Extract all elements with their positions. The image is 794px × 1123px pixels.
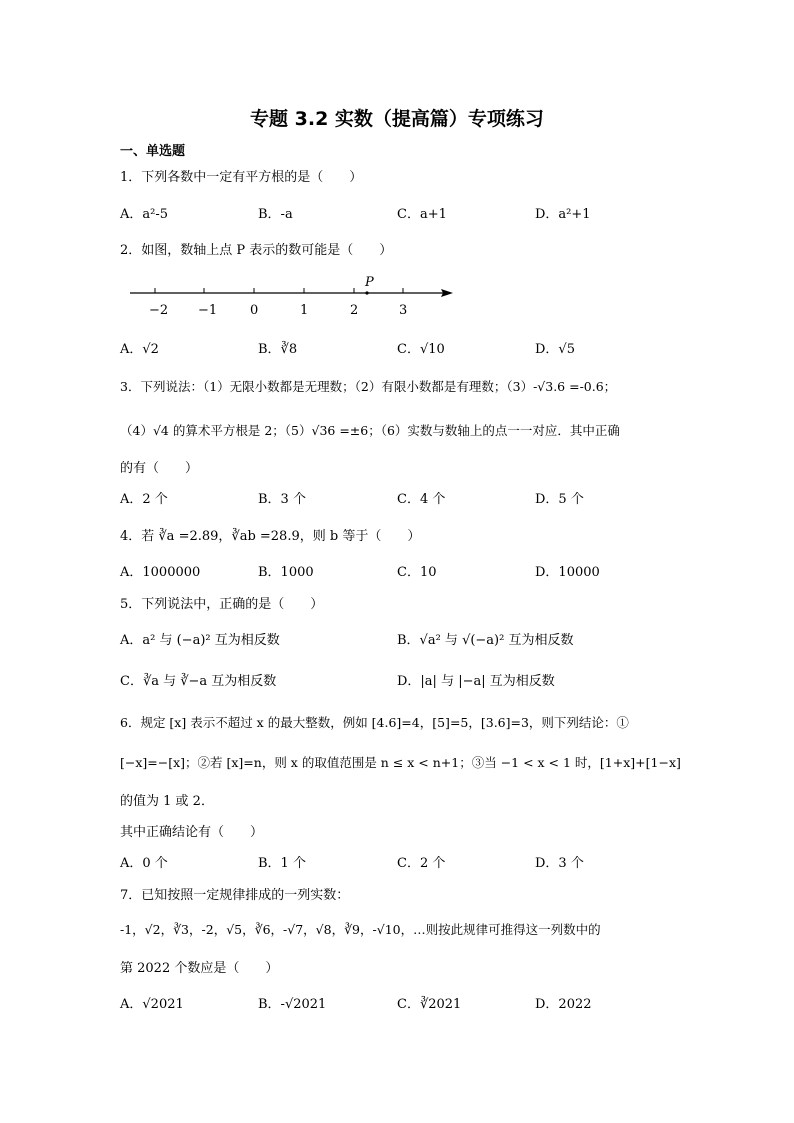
tick-label: 2 — [350, 303, 359, 318]
q3-option-a[interactable]: A．2 个 — [120, 492, 168, 507]
tick-label: −1 — [198, 303, 218, 318]
q5-option-b[interactable]: B．√a² 与 √(−a)² 互为相反数 — [397, 633, 574, 648]
q1-option-a[interactable]: A．a²-5 — [120, 207, 169, 222]
q5-option-d[interactable]: D．|a| 与 |−a| 互为相反数 — [397, 674, 555, 689]
q6-option-d[interactable]: D．3 个 — [535, 856, 584, 871]
question-7-line-3: 第 2022 个数应是（ ） — [120, 961, 279, 976]
q7-option-b[interactable]: B．-√2021 — [258, 997, 327, 1012]
question-7-line-2: -1，√2，∛3，-2，√5，∛6，-√7，√8，∛9，-√10，…则按此规律可推得这一列数中的 — [120, 922, 601, 937]
q6-option-a[interactable]: A．0 个 — [120, 856, 168, 871]
question-3-line-3: 的有（ ） — [120, 461, 199, 476]
q4-option-d[interactable]: D．10000 — [535, 565, 600, 580]
q2-option-c[interactable]: C．√10 — [397, 342, 445, 357]
question-6-line-1: 6．规定 [x] 表示不超过 x 的最大整数，例如 [4.6]=4，[5]=5，[3.6]=3，则下列结论：① — [120, 715, 629, 730]
q7-option-a[interactable]: A．√2021 — [120, 997, 184, 1012]
tick-label: 3 — [399, 303, 408, 318]
q7-option-c[interactable]: C．∛2021 — [397, 997, 462, 1012]
section-heading: 一、单选题 — [120, 144, 186, 159]
question-2-stem: 2．如图，数轴上点 P 表示的数可能是（ ） — [120, 243, 393, 258]
q1-option-d[interactable]: D．a²+1 — [535, 207, 591, 222]
question-3-line-1: 3．下列说法：（1）无限小数都是无理数；（2）有限小数都是有理数；（3）-√3.6 =-0.6； — [120, 379, 617, 394]
question-1-stem: 1．下列各数中一定有平方根的是（ ） — [120, 170, 363, 185]
tick-label: −2 — [149, 303, 169, 318]
question-6-line-4: 其中正确结论有（ ） — [120, 825, 264, 840]
q4-option-a[interactable]: A．1000000 — [120, 565, 201, 580]
q1-option-b[interactable]: B．-a — [258, 207, 293, 222]
point-p-label: P — [365, 275, 374, 290]
q2-option-a[interactable]: A．√2 — [120, 342, 159, 357]
question-6-line-2: [−x]=−[x]；②若 [x]=n，则 x 的取值范围是 n ≤ x < n+1；③当 −1 < x < 1 时，[1+x]+[1−x] — [120, 755, 681, 770]
page-title: 专题 3.2 实数（提高篇）专项练习 — [250, 108, 544, 130]
point-p-dot — [365, 291, 368, 294]
q6-option-b[interactable]: B．1 个 — [258, 856, 306, 871]
tick-label: 0 — [250, 303, 259, 318]
q1-option-c[interactable]: C．a+1 — [397, 207, 447, 222]
question-4-stem: 4．若 ∛a =2.89，∛ab =28.9，则 b 等于（ ） — [120, 529, 421, 544]
q5-option-a[interactable]: A．a² 与 (−a)² 互为相反数 — [120, 633, 280, 648]
q2-option-d[interactable]: D．√5 — [535, 342, 575, 357]
question-5-stem: 5．下列说法中，正确的是（ ） — [120, 597, 324, 612]
q2-option-b[interactable]: B．∛8 — [258, 342, 298, 357]
q4-option-c[interactable]: C．10 — [397, 565, 437, 580]
number-line-figure — [125, 272, 465, 322]
q4-option-b[interactable]: B．1000 — [258, 565, 314, 580]
q5-option-c[interactable]: C．∛a 与 ∛−a 互为相反数 — [120, 674, 277, 689]
q3-option-c[interactable]: C．4 个 — [397, 492, 446, 507]
q7-option-d[interactable]: D．2022 — [535, 997, 592, 1012]
question-6-line-3: 的值为 1 或 2． — [120, 794, 214, 809]
question-3-line-2: （4）√4 的算术平方根是 2；（5）√36 =±6；（6）实数与数轴上的点一一对应．其中正确 — [120, 423, 620, 438]
q3-option-d[interactable]: D．5 个 — [535, 492, 584, 507]
q6-option-c[interactable]: C．2 个 — [397, 856, 446, 871]
question-7-line-1: 7．已知按照一定规律排成的一列实数： — [120, 888, 350, 903]
tick-label: 1 — [300, 303, 309, 318]
q3-option-b[interactable]: B．3 个 — [258, 492, 306, 507]
